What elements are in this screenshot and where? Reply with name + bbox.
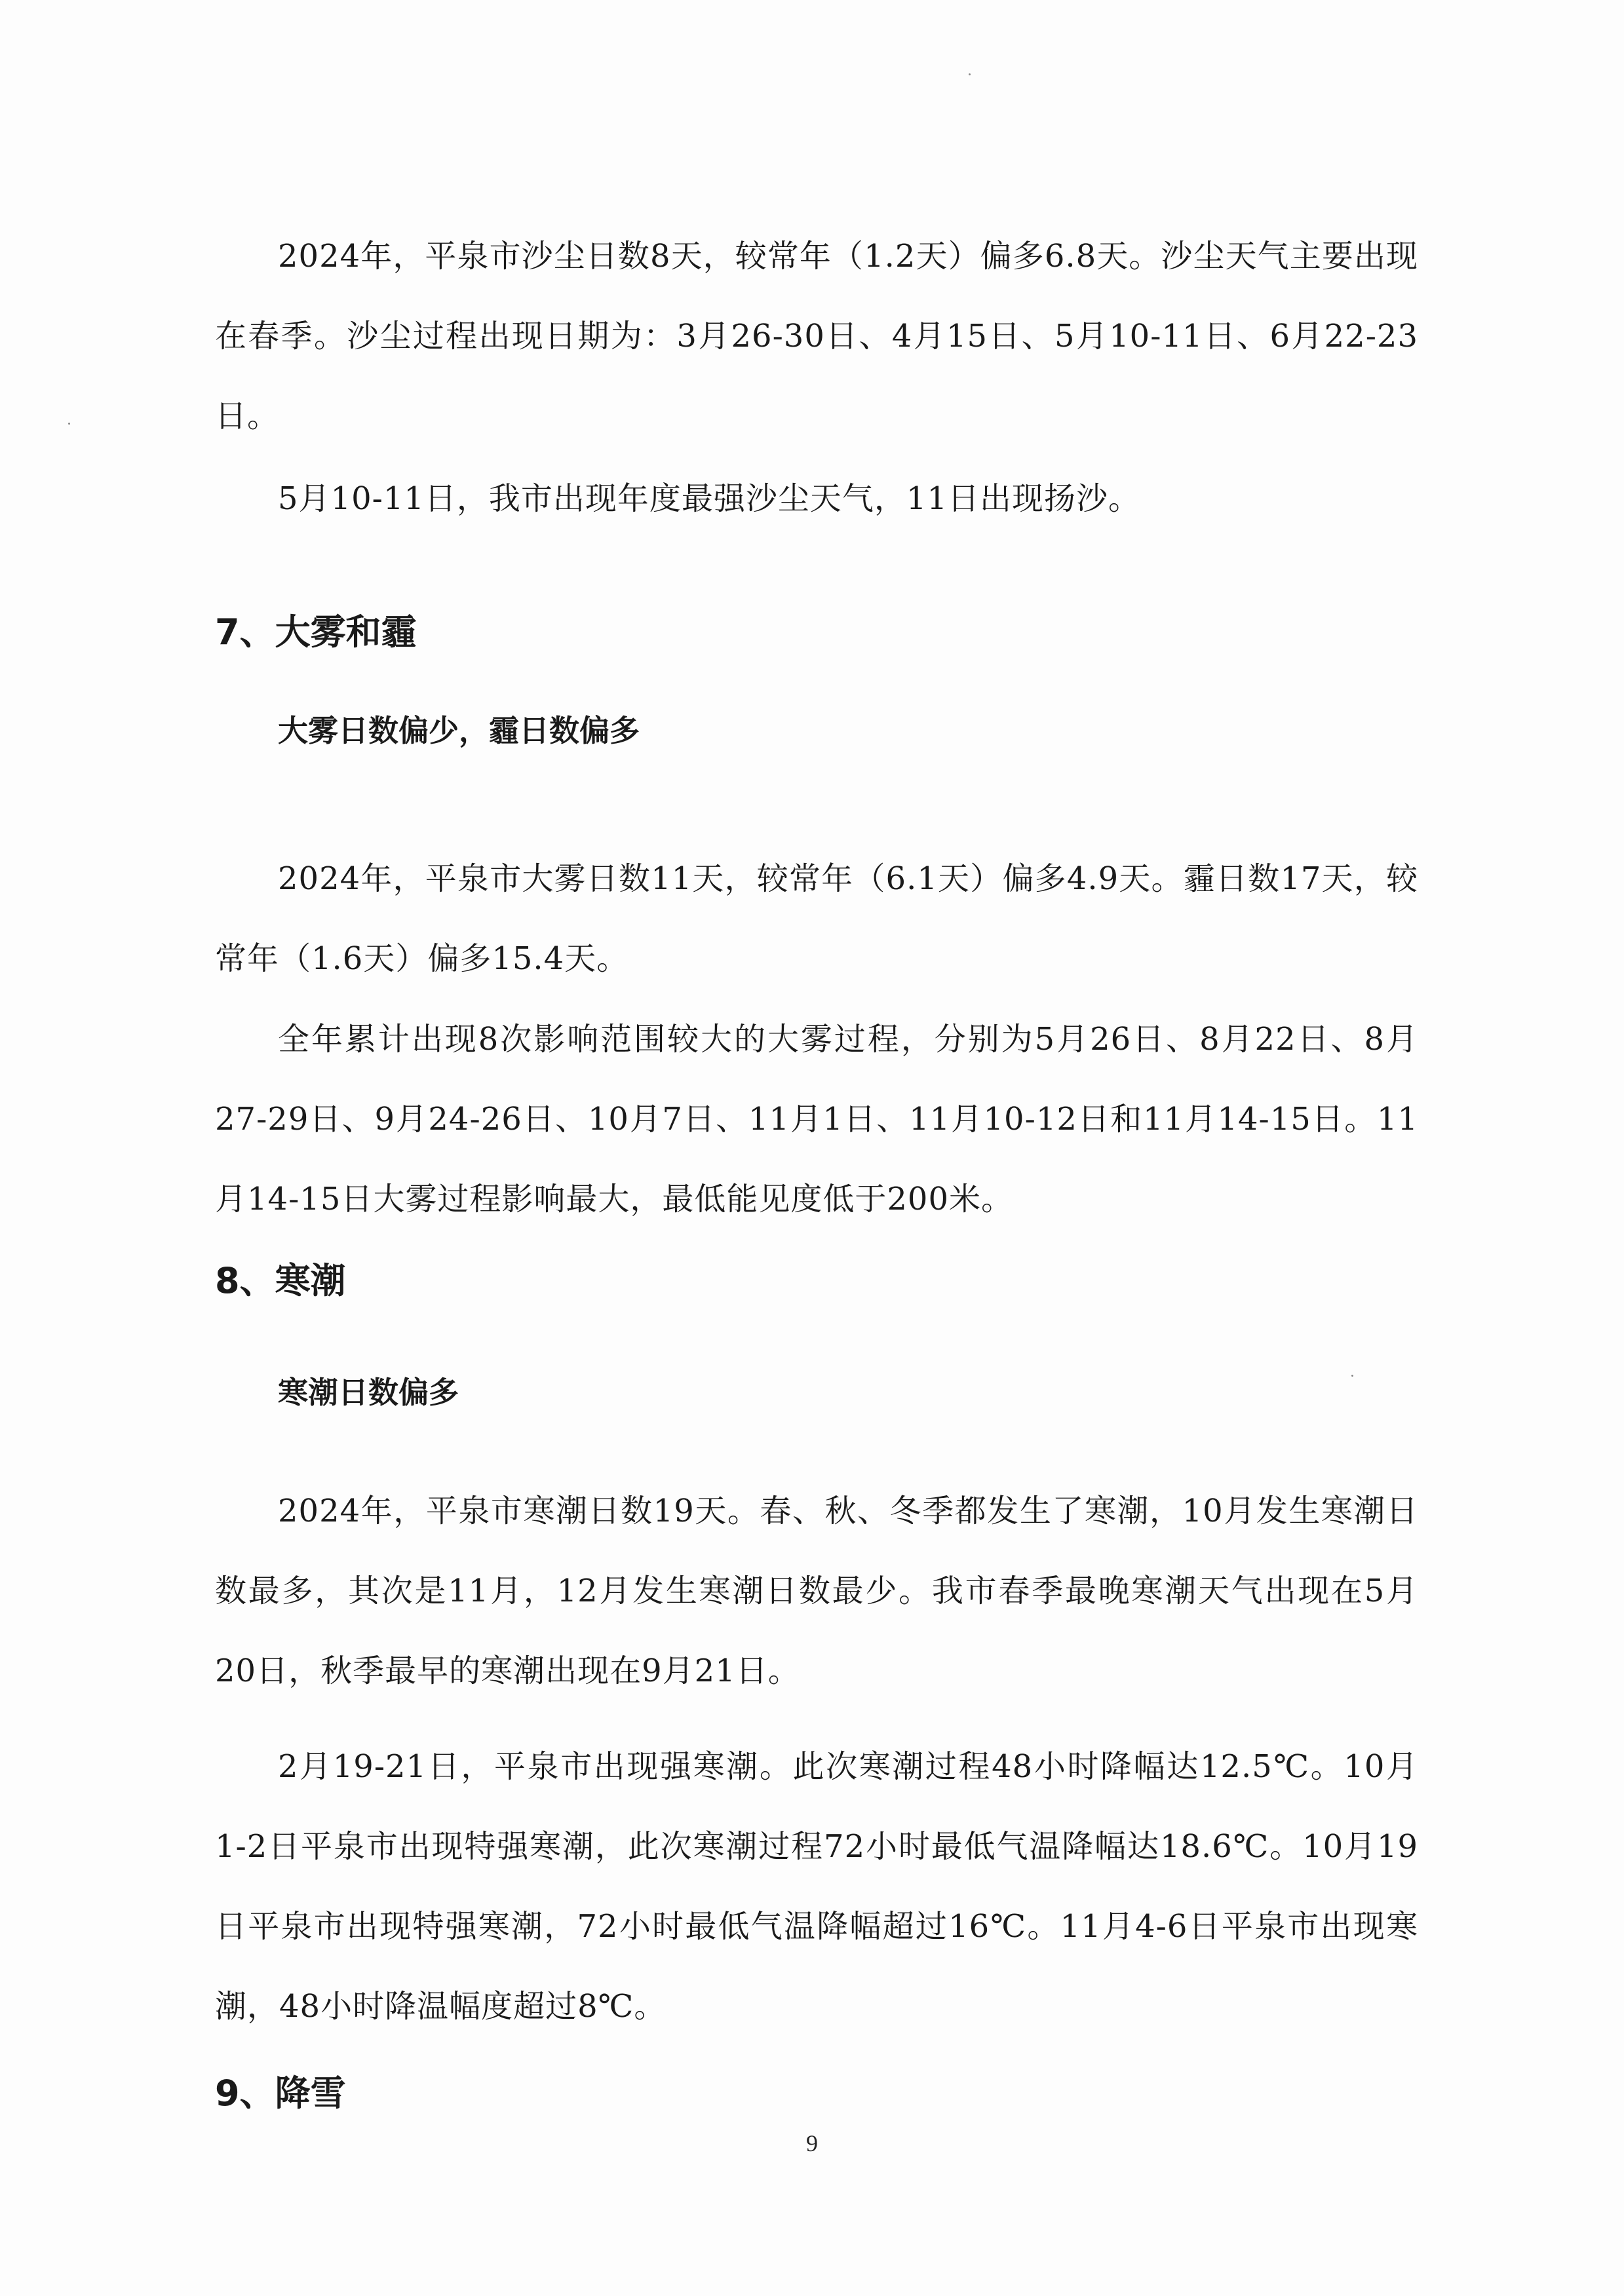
scan-speck — [1351, 1375, 1353, 1377]
paragraph-dust-days: 2024年，平泉市沙尘日数8天，较常年（1.2天）偏多6.8天。沙尘天气主要出现在春季。沙尘过程出现日期为：3月26-30日、4月15日、5月10-11日、6月22-23日。 — [215, 238, 1418, 434]
paragraph-cold-wave-days: 2024年，平泉市寒潮日数19天。春、秋、冬季都发生了寒潮，10月发生寒潮日数最多，其次是11月，12月发生寒潮日数最少。我市春季最晚寒潮天气出现在5月20日，秋季最早的寒潮出现在9月21日。 — [215, 1493, 1418, 1689]
scan-speck — [68, 423, 70, 425]
paragraph-fog-days: 2024年，平泉市大雾日数11天，较常年（6.1天）偏多4.9天。霾日数17天，较常年（1.6天）偏多15.4天。 — [215, 860, 1418, 977]
page-number: 9 — [806, 2130, 818, 2156]
subheading-fog-haze: 大雾日数偏少，霾日数偏多 — [278, 713, 640, 748]
section-heading-fog-haze: 7、大雾和霾 — [215, 611, 417, 653]
paragraph-cold-wave-events: 2月19-21日，平泉市出现强寒潮。此次寒潮过程48小时降幅达12.5℃。10月1-2日平泉市出现特强寒潮，此次寒潮过程72小时最低气温降幅达18.6℃。10月19日平泉市出现特强寒潮，72小时最低气温降幅超过16℃。11月4-6日平泉市出现寒潮，48小时降温幅度超过8℃。 — [215, 1748, 1418, 2025]
subheading-cold-wave: 寒潮日数偏多 — [278, 1375, 459, 1410]
paragraph-fog-events: 全年累计出现8次影响范围较大的大雾过程，分别为5月26日、8月22日、8月27-29日、9月24-26日、10月7日、11月1日、11月10-12日和11月14-15日。11月14-15日大雾过程影响最大，最低能见度低于200米。 — [215, 1021, 1418, 1217]
paragraph-dust-strongest: 5月10-11日，我市出现年度最强沙尘天气，11日出现扬沙。 — [278, 480, 1140, 517]
section-heading-cold-wave: 8、寒潮 — [215, 1260, 346, 1301]
scan-speck — [969, 73, 971, 75]
section-heading-snowfall: 9、降雪 — [215, 2073, 346, 2114]
